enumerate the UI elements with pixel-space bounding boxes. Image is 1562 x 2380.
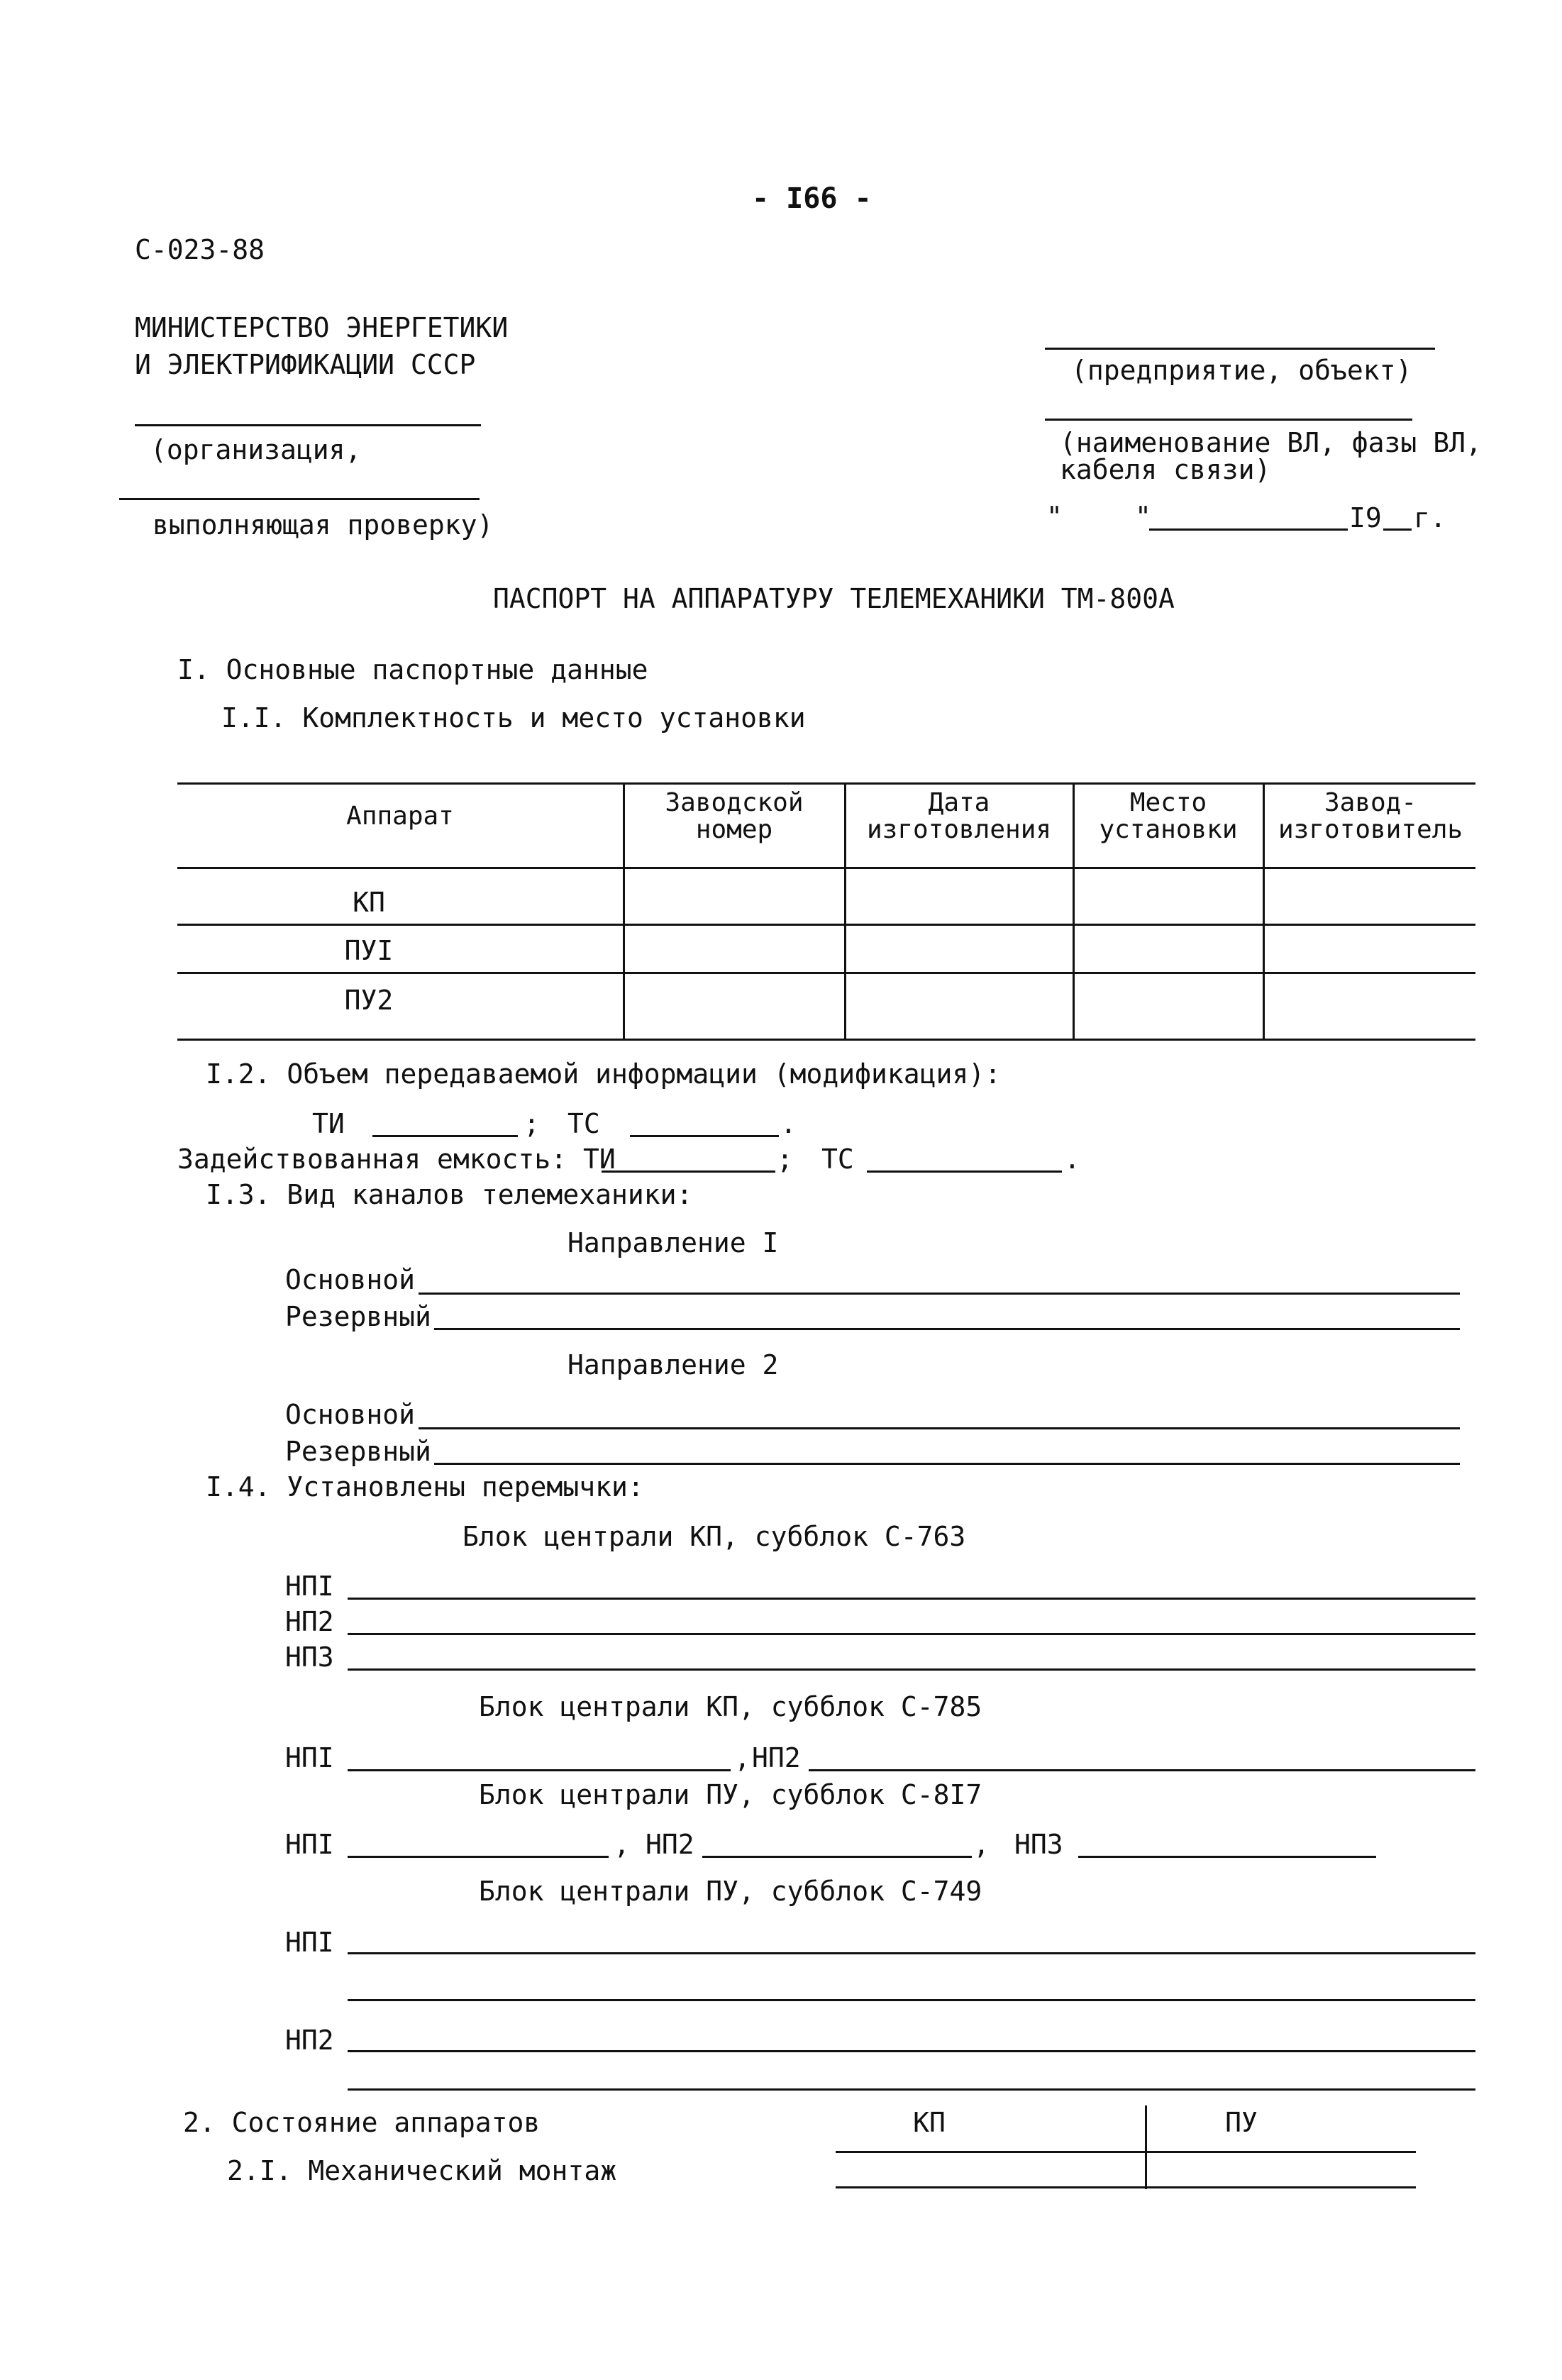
block-1-np1-label: НПI	[285, 1571, 334, 1602]
table-row-pu2: ПУ2	[344, 985, 394, 1016]
page-number: - I66 -	[752, 182, 872, 215]
table-header-place: Место установки	[1099, 788, 1238, 844]
direction-2-main-label: Основной	[285, 1399, 416, 1430]
state-column-divider	[1145, 2105, 1147, 2189]
block-3-np2-field	[702, 1856, 972, 1858]
block-3-np3-field	[1078, 1856, 1376, 1858]
organization-caption-2: выполняющая проверку)	[153, 509, 494, 541]
table-bottom-line	[177, 1039, 1475, 1041]
ts-dot: .	[780, 1108, 797, 1139]
direction-1-main-field	[419, 1293, 1460, 1295]
document-title: ПАСПОРТ НА АППАРАТУРУ ТЕЛЕМЕХАНИКИ ТМ-800А	[493, 583, 1175, 614]
block-1-np3-label: НП3	[285, 1642, 334, 1673]
state-row-line	[836, 2151, 1416, 2153]
state-col-pu: ПУ	[1225, 2107, 1258, 2138]
block-2-np1-label: НПI	[285, 1742, 334, 1773]
section-2-1-heading: 2.I. Механический монтаж	[227, 2155, 617, 2186]
enterprise-caption: (предприятие, объект)	[1071, 355, 1412, 386]
organization-line	[135, 424, 481, 426]
table-row-line	[177, 972, 1475, 974]
table-row-line	[177, 924, 1475, 926]
enterprise-line	[1045, 348, 1435, 350]
table-row-kp: КП	[353, 887, 385, 918]
block-1-np3-field	[348, 1668, 1475, 1671]
block-1-title: Блок централи КП, субблок С-763	[462, 1521, 966, 1552]
block-2-np1-field	[348, 1769, 731, 1771]
direction-2-main-field	[419, 1427, 1460, 1429]
used-ti-semicolon: ;	[777, 1144, 793, 1175]
document-code: С-023-88	[135, 234, 265, 265]
used-ts-field	[867, 1170, 1062, 1173]
block-4-np2-label: НП2	[285, 2025, 334, 2056]
ministry-line-1: МИНИСТЕРСТВО ЭНЕРГЕТИКИ	[135, 312, 509, 343]
date-quote-open: "	[1046, 501, 1063, 532]
section-1-2-heading: I.2. Объем передаваемой информации (модификация):	[206, 1058, 1002, 1090]
block-4-title: Блок централи ПУ, субблок С-749	[479, 1876, 982, 1907]
block-3-np2-label: НП2	[646, 1829, 694, 1860]
date-quote-close: "	[1135, 501, 1151, 532]
used-ts-dot: .	[1064, 1144, 1080, 1175]
ts-field	[630, 1135, 779, 1137]
block-3-comma-2: ,	[973, 1829, 990, 1860]
block-4-np1-label: НПI	[285, 1927, 334, 1958]
block-4-np2-field	[348, 2050, 1475, 2052]
section-1-1-heading: I.I. Комплектность и место установки	[221, 702, 806, 734]
date-year-prefix: I9	[1349, 502, 1382, 533]
table-header-apparatus: Аппарат	[346, 802, 454, 831]
organization-line-2	[119, 498, 480, 500]
table-header-serial: Заводской номер	[665, 788, 804, 844]
direction-2-label: Направление 2	[567, 1349, 779, 1380]
direction-2-reserve-field	[434, 1463, 1460, 1465]
section-1-4-heading: I.4. Установлены перемычки:	[206, 1471, 644, 1502]
table-header-manufacturer: Завод- изготовитель	[1278, 788, 1463, 844]
used-capacity-label: Задействованная емкость: ТИ	[177, 1144, 616, 1175]
block-3-np1-label: НПI	[285, 1829, 334, 1860]
block-1-np1-field	[348, 1598, 1475, 1600]
used-ts-label: ТС	[821, 1144, 854, 1175]
used-ti-field	[602, 1170, 775, 1173]
section-2-heading: 2. Состояние аппаратов	[183, 2107, 541, 2138]
block-2-comma: ,	[734, 1742, 750, 1773]
state-col-kp: КП	[913, 2107, 946, 2138]
block-4-np1-field	[348, 1952, 1475, 1954]
direction-1-reserve-label: Резервный	[285, 1301, 431, 1332]
ts-label: ТС	[567, 1108, 600, 1139]
block-1-np2-field	[348, 1633, 1475, 1635]
section-1-heading: I. Основные паспортные данные	[177, 654, 648, 685]
block-2-np2-label: НП2	[752, 1742, 801, 1773]
block-1-np2-label: НП2	[285, 1606, 334, 1637]
ti-field	[372, 1135, 518, 1137]
date-year-suffix: г.	[1414, 502, 1446, 533]
state-row-line	[836, 2186, 1416, 2188]
block-2-np2-field	[809, 1769, 1475, 1771]
line-name-caption-2: кабеля связи)	[1060, 454, 1271, 485]
direction-1-main-label: Основной	[285, 1264, 416, 1295]
block-3-np1-field	[348, 1856, 609, 1858]
direction-1-label: Направление I	[567, 1227, 779, 1258]
table-header-date: Дата изготовления	[866, 788, 1052, 844]
block-4-np2-field-extra	[348, 2088, 1475, 2091]
section-1-3-heading: I.3. Вид каналов телемеханики:	[206, 1179, 693, 1210]
direction-2-reserve-label: Резервный	[285, 1436, 431, 1467]
ministry-line-2: И ЭЛЕКТРИФИКАЦИИ СССР	[135, 349, 476, 380]
block-3-np3-label: НП3	[1014, 1829, 1063, 1860]
line-name-caption-1: (наименование ВЛ, фазы ВЛ,	[1060, 427, 1482, 458]
date-line	[1149, 528, 1348, 531]
block-3-title: Блок централи ПУ, субблок С-8I7	[479, 1779, 982, 1810]
year-line	[1383, 528, 1412, 531]
block-4-np1-field-extra	[348, 1999, 1475, 2001]
ti-label: ТИ	[312, 1108, 345, 1139]
organization-caption: (организация,	[150, 434, 362, 465]
block-2-title: Блок централи КП, субблок С-785	[479, 1691, 982, 1722]
ti-semicolon: ;	[524, 1108, 540, 1139]
block-3-comma-1: ,	[614, 1829, 630, 1860]
table-header-line	[177, 867, 1475, 869]
table-row-pu1: ПУI	[344, 935, 394, 966]
table-top-line	[177, 782, 1475, 785]
line-name-line	[1045, 419, 1412, 421]
direction-1-reserve-field	[434, 1328, 1460, 1330]
